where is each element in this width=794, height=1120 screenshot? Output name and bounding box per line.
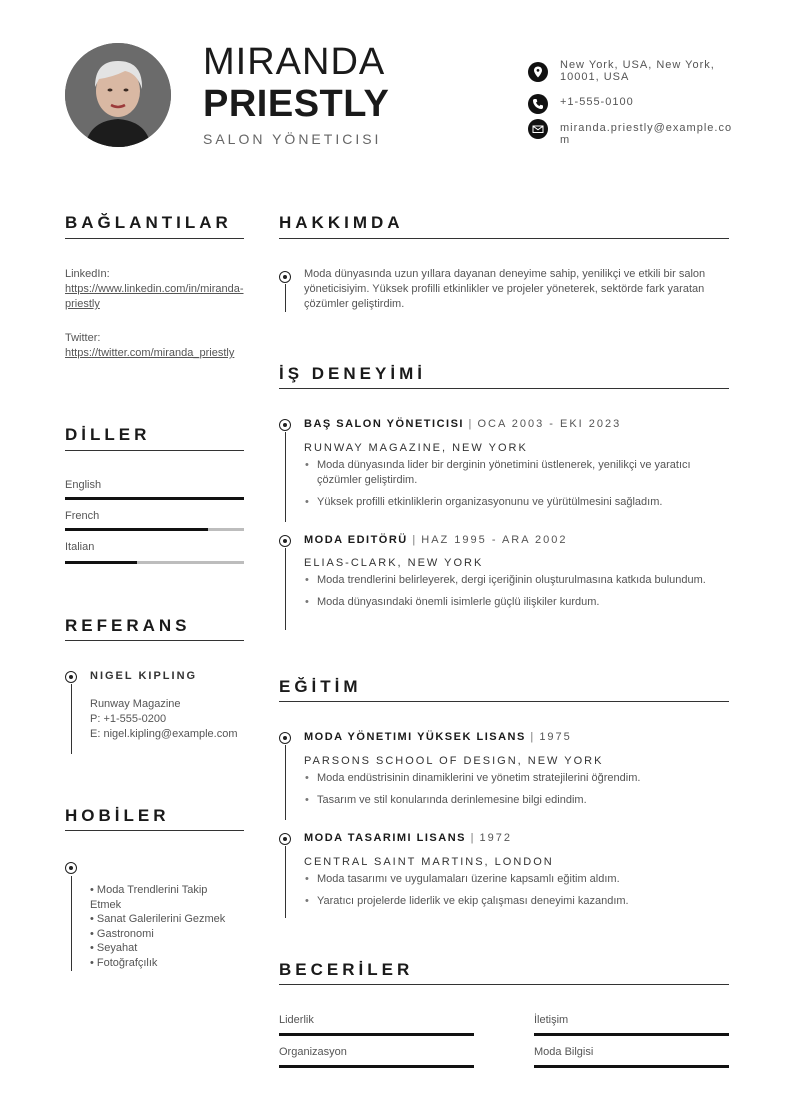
timeline-line [71, 684, 72, 754]
skills-heading: BECERİLER [279, 960, 414, 979]
timeline-dot-icon [279, 535, 291, 547]
hobbies-rule [65, 830, 244, 831]
twitter-item [65, 331, 244, 361]
timeline-line [285, 432, 286, 522]
skill-bar-track [279, 1065, 474, 1068]
experience-bullet: • Moda dünyasındaki önemli isimlerle güçlü ilişkiler kurdum. [304, 595, 729, 610]
education-degree: MODA YÖNETIMI YÜKSEK LISANS [304, 731, 526, 743]
skill-name: Organizasyon [279, 1046, 347, 1058]
experience-bullets [304, 573, 729, 617]
profile-photo [65, 43, 171, 147]
timeline-line [285, 548, 286, 630]
education-heading: EĞİTİM [279, 677, 362, 696]
education-bullets [304, 771, 729, 815]
reference-details [90, 697, 240, 742]
skill-bar-fill [534, 1033, 729, 1036]
references-heading: REFERANS [65, 616, 191, 635]
timeline-dot-icon [65, 671, 77, 683]
experience-heading: İŞ DENEYİMİ [279, 364, 426, 383]
hobby-item: • Moda Trendlerini Takip Etmek [90, 884, 208, 911]
skill-bar-fill [279, 1065, 474, 1068]
job-title: SALON YÖNETICISI [203, 131, 382, 147]
skill-bar-track [534, 1065, 729, 1068]
linkedin-label: LinkedIn: [65, 268, 110, 280]
hobby-item: • Seyahat [90, 942, 138, 954]
contact-address: New York, USA, New York, 10001, USA [560, 59, 715, 83]
education-bullets [304, 872, 729, 916]
experience-bullet: • Moda trendlerini belirleyerek, dergi içeriğinin oluşturulmasına katkıda bulundum. [304, 573, 729, 588]
experience-date: OCA 2003 - EKI 2023 [477, 418, 622, 430]
timeline-dot-icon [279, 419, 291, 431]
timeline-line [285, 846, 286, 918]
language-bar-track [65, 497, 244, 500]
hobby-item: • Fotoğrafçılık [90, 956, 158, 969]
experience-rule [279, 388, 729, 389]
reference-phone: P: +1-555-0200 [90, 713, 167, 725]
language-name: French [65, 510, 100, 522]
hobby-list [90, 883, 240, 970]
links-rule [65, 238, 244, 239]
education-rule [279, 701, 729, 702]
reference-company: Runway Magazine [90, 698, 181, 710]
language-bar-fill [65, 561, 137, 564]
education-degree: MODA TASARIMI LISANS [304, 832, 466, 844]
education-bullet: • Tasarım ve stil konularında derinlemesine bilgi edindim. [304, 793, 729, 808]
last-name: PRIESTLY [203, 83, 390, 125]
references-rule [65, 640, 244, 641]
skill-name: Liderlik [279, 1014, 314, 1026]
hobby-item: • Gastronomi [90, 927, 154, 940]
language-name: English [65, 479, 102, 491]
skills-rule [279, 984, 729, 985]
education-bullet: • Yaratıcı projelerde liderlik ve ekip çalışması deneyimi kazandım. [304, 894, 729, 909]
language-name: Italian [65, 541, 95, 553]
contact-phone[interactable]: +1-555-0100 [560, 96, 634, 108]
experience-role: MODA EDITÖRÜ [304, 534, 408, 546]
mail-icon [528, 119, 548, 139]
skill-bar-fill [279, 1033, 474, 1036]
phone-icon [528, 94, 548, 114]
education-bullet: • Moda tasarımı ve uygulamaları üzerine kapsamlı eğitim aldım. [304, 872, 729, 887]
skill-bar-fill [534, 1065, 729, 1068]
hobby-item: • Sanat Galerilerini Gezmek [90, 913, 226, 925]
hobbies-heading: HOBİLER [65, 806, 170, 825]
skill-bar-track [534, 1033, 729, 1036]
timeline-line [285, 745, 286, 820]
language-bar-fill [65, 528, 208, 531]
language-bar-track [65, 528, 244, 531]
about-heading: HAKKIMDA [279, 213, 404, 232]
linkedin-link[interactable]: https://www.linkedin.com/in/miranda-priestly [65, 283, 244, 310]
timeline-dot-icon [279, 271, 291, 283]
timeline-line [71, 876, 72, 971]
skill-bar-track [279, 1033, 474, 1036]
experience-header: MODA EDITÖRÜ | HAZ 1995 - ARA 2002 [304, 534, 568, 546]
experience-header: BAŞ SALON YÖNETICISI | OCA 2003 - EKI 2023 [304, 418, 622, 430]
reference-email: E: nigel.kipling@example.com [90, 728, 238, 740]
education-header: MODA TASARIMI LISANS | 1972 [304, 832, 512, 844]
experience-bullets [304, 458, 729, 517]
education-bullet: • Moda endüstrisinin dinamiklerini ve yönetim stratejilerini öğrendim. [304, 771, 729, 786]
timeline-dot-icon [279, 833, 291, 845]
about-rule [279, 238, 729, 239]
experience-role: BAŞ SALON YÖNETICISI [304, 418, 464, 430]
contact-email[interactable]: miranda.priestly@example.com [560, 122, 733, 146]
languages-heading: DİLLER [65, 425, 151, 444]
experience-bullet: • Moda dünyasında lider bir derginin yönetimini üstlenerek, yenilikçi ve yaratıcı çözümler geliştirdim. [304, 458, 729, 488]
twitter-label: Twitter: [65, 332, 101, 344]
education-school: CENTRAL SAINT MARTINS, LONDON [304, 856, 554, 868]
education-school: PARSONS SCHOOL OF DESIGN, NEW YORK [304, 755, 604, 767]
links-heading: BAĞLANTILAR [65, 213, 232, 232]
education-date: 1972 [479, 832, 512, 844]
first-name: MIRANDA [203, 41, 386, 83]
timeline-line [285, 284, 286, 312]
experience-company: RUNWAY MAGAZINE, NEW YORK [304, 442, 528, 454]
language-bar-track [65, 561, 244, 564]
timeline-dot-icon [65, 862, 77, 874]
linkedin-item [65, 267, 244, 312]
skill-name: İletişim [534, 1014, 569, 1026]
education-date: 1975 [539, 731, 572, 743]
experience-bullet: • Yüksek profilli etkinliklerin organizasyonunu ve yürütülmesini sağladım. [304, 495, 729, 510]
reference-name: NIGEL KIPLING [90, 670, 198, 682]
education-header: MODA YÖNETIMI YÜKSEK LISANS | 1975 [304, 731, 572, 743]
experience-company: ELIAS-CLARK, NEW YORK [304, 557, 484, 569]
languages-rule [65, 450, 244, 451]
about-text: Moda dünyasında uzun yıllara dayanan deneyime sahip, yenilikçi ve etkili bir salon yöneticisiyim. Yüksek profilli etkinlikler ve projeler yöneterek, sektörde fark yaratan çözümler geliştirdim. [304, 268, 706, 310]
location-pin-icon [528, 62, 548, 82]
skill-name: Moda Bilgisi [534, 1046, 594, 1058]
twitter-link[interactable]: https://twitter.com/miranda_priestly [65, 347, 235, 359]
language-bar-fill [65, 497, 244, 500]
timeline-dot-icon [279, 732, 291, 744]
experience-date: HAZ 1995 - ARA 2002 [421, 534, 568, 546]
